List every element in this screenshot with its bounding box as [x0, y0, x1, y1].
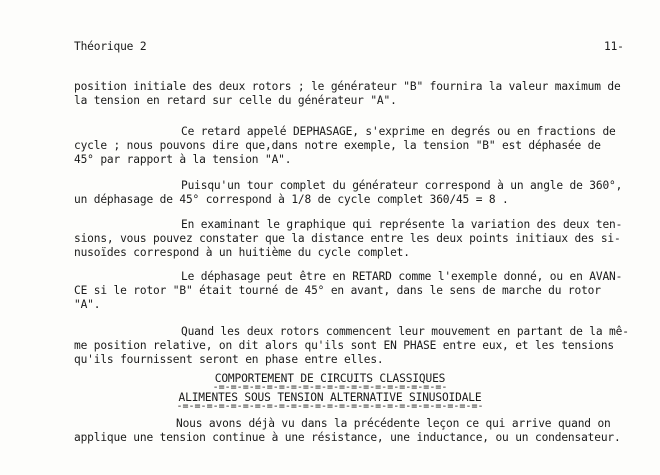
- page-number: 11-: [604, 40, 624, 53]
- paragraph-2-line-2: cycle ; nous pouvons dire que,dans notre exemple, la tension "B" est déphasée de: [74, 139, 601, 152]
- paragraph-7-line-2: applique une tension continue à une résistance, une inductance, ou un condensateur.: [74, 431, 621, 444]
- paragraph-1-line-1: position initiale des deux rotors ; le générateur "B" fournira la valeur maximum de: [74, 80, 621, 93]
- paragraph-4-line-2: sions, vous pouvez constater que la distance entre les deux points initiaux des si-: [74, 232, 621, 245]
- paragraph-5-line-3: "A".: [74, 298, 101, 311]
- paragraph-6-line-1: Quand les deux rotors commencent leur mouvement en partant de la mê-: [181, 325, 629, 338]
- heading-underline-1: -=-=-=-=-=-=-=-=-=-=-=-=-=-=-=-=-=-=-=-: [212, 382, 448, 393]
- paragraph-2-line-3: 45° par rapport à la tension "A".: [74, 153, 292, 166]
- header-title: Théorique 2: [74, 40, 147, 53]
- section-heading-line-2: ALIMENTES SOUS TENSION ALTERNATIVE SINUSOIDALE: [178, 391, 482, 404]
- paragraph-2-line-1: Ce retard appelé DEPHASAGE, s'exprime en degrés ou en fractions de: [181, 125, 616, 138]
- heading-underline-2: -=-=-=-=-=-=-=-=-=-=-=-=-=-=-=-=-=-=-=-=-=-=-=-=-=-: [176, 401, 484, 412]
- paragraph-3-line-1: Puisqu'un tour complet du générateur correspond à un angle de 360°,: [181, 179, 623, 192]
- paragraph-5-line-1: Le déphasage peut être en RETARD comme l'exemple donné, ou en AVAN-: [181, 270, 623, 283]
- section-heading-line-1: COMPORTEMENT DE CIRCUITS CLASSIQUES: [214, 372, 446, 385]
- paragraph-6-line-3: qu'ils fournissent seront en phase entre elles.: [74, 353, 384, 366]
- paragraph-6-line-2: me position relative, on dit alors qu'ils sont EN PHASE entre eux, et les tensions: [74, 339, 615, 352]
- paragraph-3-line-2: un déphasage de 45° correspond à 1/8 de cycle complet 360/45 = 8 .: [74, 193, 509, 206]
- paragraph-7-line-1: Nous avons déjà vu dans la précédente leçon ce qui arrive quand on: [176, 417, 611, 430]
- paragraph-4-line-3: nusoïdes correspond à un huitième du cycle complet.: [74, 246, 410, 259]
- paragraph-5-line-2: CE si le rotor "B" était tourné de 45° en avant, dans le sens de marche du rotor: [74, 284, 601, 297]
- paragraph-1-line-2: la tension en retard sur celle du générateur "A".: [74, 94, 397, 107]
- paragraph-4-line-1: En examinant le graphique qui représente la variation des deux ten-: [181, 218, 623, 231]
